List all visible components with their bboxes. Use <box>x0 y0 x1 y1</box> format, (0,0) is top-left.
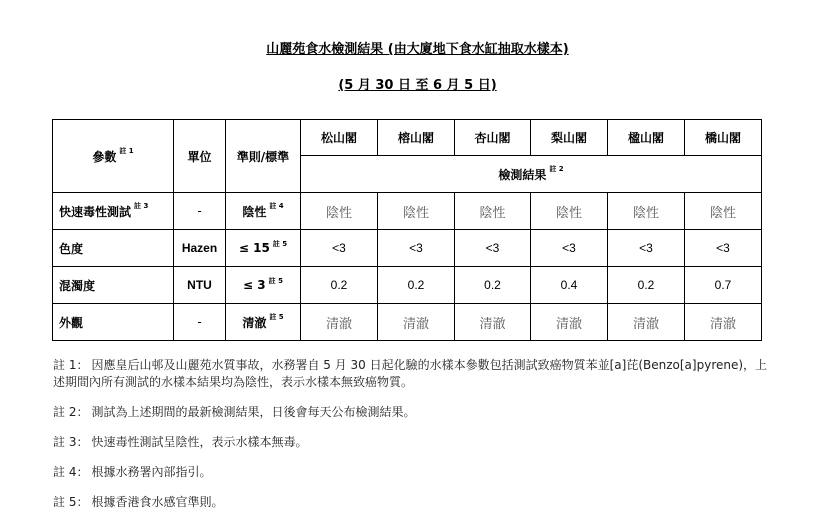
value-cell: 清澈 <box>378 304 455 341</box>
value-cell: 0.7 <box>685 267 762 304</box>
date-range: (5 月 30 日 至 6 月 5 日) <box>338 78 497 93</box>
value-cell: 陰性 <box>608 193 685 230</box>
value-cell: <3 <box>301 230 378 267</box>
unit-cell: - <box>174 304 226 341</box>
standard-cell: ≤ 15 $^{註 5}$ <box>226 230 301 267</box>
block-header: 梨山閣 <box>531 120 608 156</box>
value-cell: <3 <box>685 230 762 267</box>
block-header: 榕山閣 <box>378 120 455 156</box>
results-header: 檢測結果 <box>498 167 547 182</box>
value-cell: <3 <box>608 230 685 267</box>
value-cell: 清澈 <box>685 304 762 341</box>
note-4: 註 4： 根據水務署內部指引。 <box>53 465 212 479</box>
value-cell: 清澈 <box>301 304 378 341</box>
value-cell: 陰性 <box>378 193 455 230</box>
value-cell: 陰性 <box>531 193 608 230</box>
standard-cell: 陰性 $^{註 4}$ <box>226 193 301 230</box>
value-cell: 陰性 <box>455 193 531 230</box>
standard-cell: ≤ 3 $^{註 5}$ <box>226 267 301 304</box>
unit-header: 單位 <box>174 120 226 193</box>
value-cell: 0.2 <box>455 267 531 304</box>
param-name-cell: 外觀 <box>53 304 174 341</box>
note-1: 註 1： 因應皇后山邨及山麗苑水質事故，水務署自 5 月 30 日起化驗的水樣本參數包括測試致癌物質苯並[a]芘(Benzo[a]pyrene)，上述期間內所有測試的水樣本結果均為陰性，表示水樣本無致癌物質。 <box>53 358 768 389</box>
param-header: 參數 <box>92 149 117 164</box>
param-note: 註 1 <box>119 146 134 155</box>
value-cell: 0.2 <box>301 267 378 304</box>
unit-cell: Hazen <box>174 230 226 267</box>
value-cell: 0.2 <box>378 267 455 304</box>
value-cell: 0.2 <box>608 267 685 304</box>
value-cell: 清澈 <box>531 304 608 341</box>
unit-cell: NTU <box>174 267 226 304</box>
table-row <box>53 267 762 304</box>
value-cell: 清澈 <box>455 304 531 341</box>
results-note: 註 2 <box>549 164 564 173</box>
value-cell: 0.4 <box>531 267 608 304</box>
standard-header: 準則/標準 <box>226 120 301 193</box>
param-name-cell: 色度 <box>53 230 174 267</box>
results-table <box>52 119 762 341</box>
value-cell: 陰性 <box>301 193 378 230</box>
notes-section <box>53 357 773 524</box>
document-title: 山麗苑食水檢測結果 (由大廈地下食水缸抽取水樣本) <box>266 42 569 57</box>
value-cell: <3 <box>455 230 531 267</box>
value-cell: <3 <box>378 230 455 267</box>
table-row <box>53 193 762 230</box>
unit-cell: - <box>174 193 226 230</box>
value-cell: 陰性 <box>685 193 762 230</box>
note-5: 註 5： 根據香港食水感官準則。 <box>53 495 224 509</box>
block-header: 杏山閣 <box>455 120 531 156</box>
block-header: 楹山閣 <box>608 120 685 156</box>
standard-cell: 清澈 $^{註 5}$ <box>226 304 301 341</box>
block-header: 松山閣 <box>301 120 378 156</box>
param-name-cell: 混濁度 <box>53 267 174 304</box>
table-row <box>53 304 762 341</box>
note-2: 註 2： 測試為上述期間的最新檢測結果，日後會每天公布檢測結果。 <box>53 405 416 419</box>
note-3: 註 3： 快速毒性測試呈陰性，表示水樣本無毒。 <box>53 435 308 449</box>
block-header: 橋山閣 <box>685 120 762 156</box>
param-header-cell <box>53 120 174 193</box>
table-row <box>53 230 762 267</box>
value-cell: <3 <box>531 230 608 267</box>
results-header-cell <box>301 156 762 193</box>
value-cell: 清澈 <box>608 304 685 341</box>
param-name-cell: 快速毒性測試 $^{註 3}$ <box>53 193 174 230</box>
